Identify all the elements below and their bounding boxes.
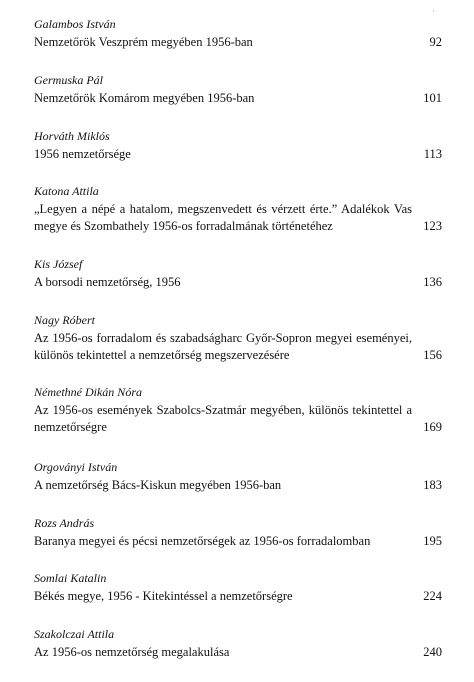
toc-entry bbox=[34, 257, 442, 291]
entry-author: Szakolczai Attila bbox=[34, 627, 115, 641]
entry-title: Az 1956-os nemzetőrség megalakulása bbox=[34, 645, 230, 659]
entry-title: Békés megye, 1956 - Kitekintéssel a nemzetőrségre bbox=[34, 589, 293, 603]
entry-page-number: 240 bbox=[423, 645, 442, 659]
entry-title: 1956 nemzetőrsége bbox=[34, 147, 131, 161]
toc-entry bbox=[34, 516, 442, 550]
entry-title: A borsodi nemzetőrség, 1956 bbox=[34, 275, 181, 289]
toc-entry bbox=[34, 385, 442, 436]
entry-page-number: 169 bbox=[423, 420, 442, 434]
entry-page-number: 123 bbox=[423, 219, 442, 233]
toc-entry bbox=[34, 184, 442, 235]
entry-page-number: 156 bbox=[423, 348, 442, 362]
toc-entry bbox=[34, 17, 442, 51]
entry-page-number: 224 bbox=[423, 589, 442, 603]
entry-page-number: 101 bbox=[423, 91, 442, 105]
entry-author: Galambos István bbox=[34, 17, 116, 31]
entry-author: Somlai Katalin bbox=[34, 571, 107, 585]
entry-title: Az 1956-os események Szabolcs-Szatmár megyében, különös tekintettel a nemzetőrségre bbox=[34, 403, 412, 434]
entry-title: A nemzetőrség Bács-Kiskun megyében 1956-ban bbox=[34, 478, 282, 492]
toc-entry bbox=[34, 313, 442, 364]
entry-author: Orgoványi István bbox=[34, 460, 118, 474]
scan-speck: · bbox=[432, 7, 435, 16]
entry-author: Rozs András bbox=[34, 516, 95, 530]
entry-page-number: 92 bbox=[429, 35, 442, 49]
entry-author: Kis József bbox=[34, 257, 83, 271]
entry-page-number: 195 bbox=[423, 534, 442, 548]
entry-title: Nemzetőrök Komárom megyében 1956-ban bbox=[34, 91, 255, 105]
entry-page-number: 113 bbox=[423, 147, 442, 161]
entry-title: „Legyen a népé a hatalom, megszenvedett és vérzett érte.” Adalékok Vas megye és Szombathely 1956-os forradalmának történetéhez bbox=[34, 202, 412, 233]
entry-author: Nagy Róbert bbox=[34, 313, 95, 327]
toc-entry bbox=[34, 129, 442, 163]
entry-page-number: 183 bbox=[423, 478, 442, 492]
entry-title: Baranya megyei és pécsi nemzetőrségek az 1956-os forradalomban bbox=[34, 534, 371, 548]
entry-author: Némethné Dikán Nóra bbox=[34, 385, 142, 399]
toc-entry bbox=[34, 460, 442, 494]
entry-page-number: 136 bbox=[423, 275, 442, 289]
entry-author: Katona Attila bbox=[34, 184, 99, 198]
toc-entry bbox=[34, 627, 442, 661]
entry-title: Nemzetőrök Veszprém megyében 1956-ban bbox=[34, 35, 253, 49]
toc-entry bbox=[34, 571, 442, 605]
entry-author: Germuska Pál bbox=[34, 73, 103, 87]
entry-title: Az 1956-os forradalom és szabadságharc Győr-Sopron megyei eseményei, különös tekintettel a nemzetőrség megszervezésére bbox=[34, 331, 412, 362]
toc-entry bbox=[34, 73, 442, 107]
entry-author: Horváth Miklós bbox=[34, 129, 110, 143]
